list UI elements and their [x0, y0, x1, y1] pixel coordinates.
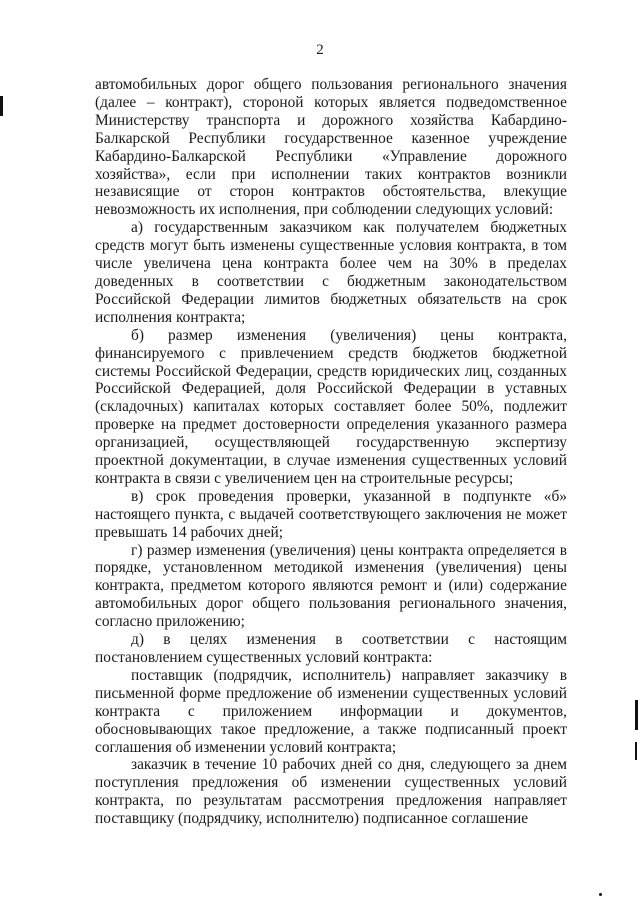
paragraph-item-b: б) размер изменения (увеличения) цены контракта, финансируемого с привлечением средств бюджетов бюджетной системы Российской Федерации, средств юридических лиц, созданных Российской Федерацией, доля Российской Федерации в уставных (складочных) капиталах которых составляет более 50%, подлежит проверке на предмет достоверности определения указанного размера организацией, осуществляющей государственную экспертизу проектной документации, в случае изменения существенных условий контракта в связи с увеличением цен на строительные ресурсы;	[95, 326, 567, 487]
paragraph-continuation: автомобильных дорог общего пользования регионального значения (далее – контракт), стороной которых является подведомственное Министерству транспорта и дорожного хозяйства Кабардино-Балкарской Республики государственное казенное учреждение Кабардино-Балкарской Республики «Управление дорожного хозяйства», если при исполнении таких контрактов возникли независящие от сторон контрактов обстоятельства, влекущие невозможность их исполнения, при соблюдении следующих условий:	[95, 76, 567, 219]
scan-artifact-left	[0, 96, 3, 116]
scan-artifact-right	[635, 700, 638, 730]
page-number: 2	[316, 42, 324, 58]
paragraph-item-v: в) срок проведения проверки, указанной в подпункте «б» настоящего пункта, с выдачей соответствующего заключения не может превышать 14 рабочих дней;	[95, 487, 567, 541]
paragraph-customer-response: заказчик в течение 10 рабочих дней со дня, следующего за днем поступления предложения об изменении существенных условий контракта, по результатам рассмотрения предложения направляет поставщику (подрядчику, исполнителю) подписанное соглашение	[95, 756, 567, 828]
document-body	[95, 76, 567, 828]
paragraph-item-g: г) размер изменения (увеличения) цены контракта определяется в порядке, установленном методикой изменения (увеличения) цены контракта, предметом которого являются ремонт и (или) содержание автомобильных дорог общего пользования регионального значения, согласно приложению;	[95, 541, 567, 631]
paragraph-supplier-proposal: поставщик (подрядчик, исполнитель) направляет заказчику в письменной форме предложение об изменении существенных условий контракта с приложением информации и документов, обосновывающих такое предложение, а также подписанный проект соглашения об изменении условий контракта;	[95, 666, 567, 756]
scan-artifact-dot	[599, 893, 602, 896]
paragraph-item-d: д) в целях изменения в соответствии с настоящим постановлением существенных условий контракта:	[95, 631, 567, 666]
paragraph-item-a: а) государственным заказчиком как получателем бюджетных средств могут быть изменены существенные условия контракта, в том числе увеличена цена контракта более чем на 30% в пределах доведенных в соответствии с бюджетным законодательством Российской Федерации лимитов бюджетных обязательств на срок исполнения контракта;	[95, 219, 567, 326]
scan-artifact-right-small	[635, 742, 637, 760]
